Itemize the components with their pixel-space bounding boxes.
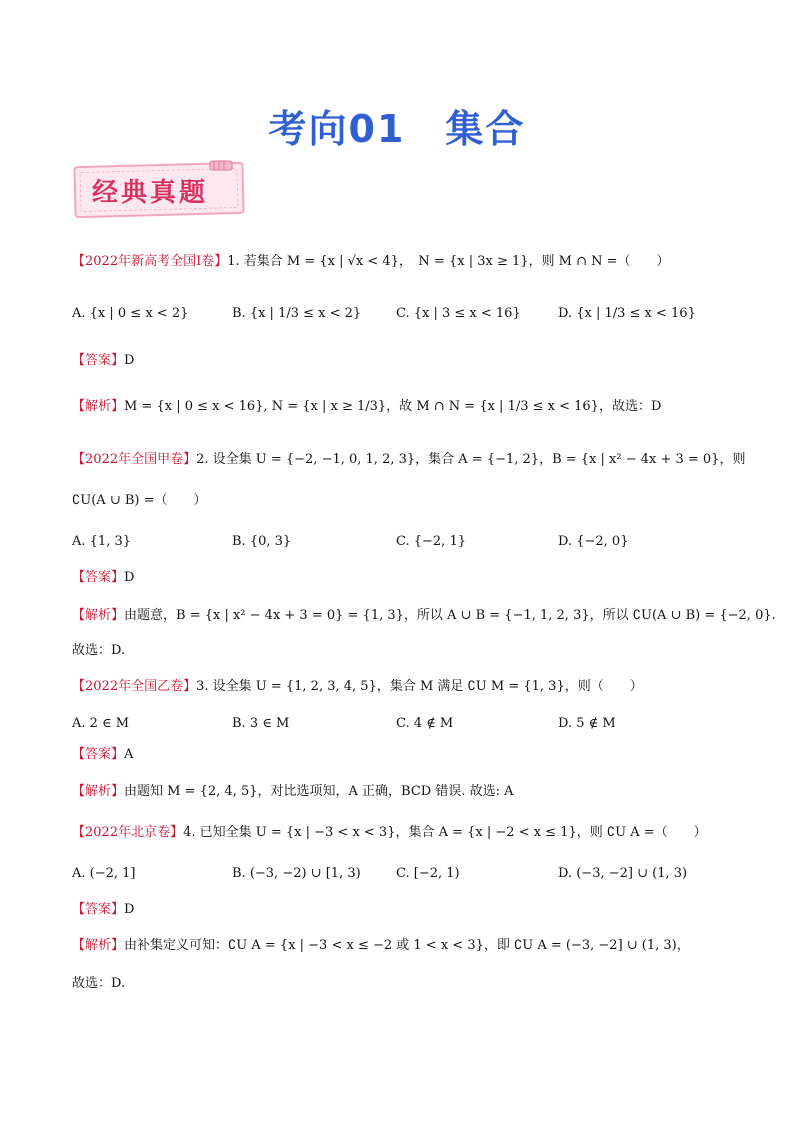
question-1-option-b: B. {x | 1/3 ≤ x < 2} [232,306,362,321]
question-4-analysis [72,936,690,956]
analysis-label: 【解析】 [72,784,125,799]
analysis-label: 【解析】 [72,399,125,414]
analysis-label: 【解析】 [72,608,125,623]
question-1-text: 1. 若集合 M = {x | √x < 4}， N = {x | 3x ≥ 1}，则 M ∩ N =（ ） [227,254,670,269]
question-3-option-c: C. 4 ∉ M [396,716,454,731]
question-1-option-a: A. {x | 0 ≤ x < 2} [72,306,189,321]
answer-value: D [124,570,135,585]
question-4-tag: 【2022年北京卷】 [72,825,184,840]
question-3-answer [72,745,133,765]
question-4-option-d: D. (−3, −2] ∪ (1, 3) [558,866,688,881]
analysis-text: 由题意，B = {x | x² − 4x + 3 = 0} = {1, 3}，所以 A ∪ B = {−1, 1, 2, 3}，所以 ∁U(A ∪ B) = {−2, 0}. [124,608,776,623]
question-4-option-a: A. (−2, 1] [72,866,136,881]
answer-label: 【答案】 [72,353,125,368]
question-2-option-c: C. {−2, 1} [396,534,466,549]
answer-label: 【答案】 [72,747,125,762]
question-1-stem [72,252,670,272]
question-2-text: 2. 设全集 U = {−2, −1, 0, 1, 2, 3}，集合 A = {−1, 2}，B = {x | x² − 4x + 3 = 0}，则 [196,452,746,467]
section-badge [70,158,250,220]
answer-value: D [124,353,135,368]
question-2-option-b: B. {0, 3} [232,534,292,549]
question-1-analysis [72,397,661,417]
analysis-label: 【解析】 [72,938,125,953]
question-3-stem [72,677,643,697]
question-1-answer [72,351,134,371]
answer-value: A [124,747,134,762]
question-4-answer [72,900,134,920]
paperclip-icon [208,158,234,176]
answer-label: 【答案】 [72,570,125,585]
analysis-text: 由题知 M = {2, 4, 5}，对比选项知，A 正确，BCD 错误. 故选: A [124,784,514,799]
question-2-stem-cont: ∁U(A ∪ B) =（ ） [72,493,207,508]
question-4-option-c: C. [−2, 1) [396,866,460,881]
page-title: 考向01 集合 [268,107,526,151]
question-2-option-a: A. {1, 3} [72,534,132,549]
question-4-analysis-cont: 故选：D. [72,976,126,991]
answer-label: 【答案】 [72,902,125,917]
question-2-answer [72,568,134,588]
question-2-tag: 【2022年全国甲卷】 [72,452,197,467]
question-3-analysis [72,782,513,802]
question-4-option-b: B. (−3, −2) ∪ [1, 3) [232,866,361,881]
question-3-tag: 【2022年全国乙卷】 [72,679,197,694]
question-1-tag: 【2022年新高考全国Ⅰ卷】 [72,254,228,269]
question-2-analysis [72,606,776,626]
question-3-text: 3. 设全集 U = {1, 2, 3, 4, 5}，集合 M 满足 ∁U M = {1, 3}，则（ ） [196,679,643,694]
analysis-text: M = {x | 0 ≤ x < 16}, N = {x | x ≥ 1/3}，故 M ∩ N = {x | 1/3 ≤ x < 16}，故选：D [124,399,662,414]
section-badge-label: 经典真题 [92,178,209,208]
answer-value: D [124,902,135,917]
question-1-option-d: D. {x | 1/3 ≤ x < 16} [558,306,696,321]
question-3-option-b: B. 3 ∈ M [232,716,290,731]
question-3-option-d: D. 5 ∉ M [558,716,616,731]
question-3-option-a: A. 2 ∈ M [72,716,130,731]
question-2-option-d: D. {−2, 0} [558,534,629,549]
question-4-text: 4. 已知全集 U = {x | −3 < x < 3}，集合 A = {x | −2 < x ≤ 1}，则 ∁U A =（ ） [183,825,707,840]
question-2-analysis-cont: 故选：D. [72,643,126,658]
question-2-stem [72,450,745,470]
question-4-stem [72,823,707,843]
analysis-text: 由补集定义可知：∁U A = {x | −3 < x ≤ −2 或 1 < x < 3}，即 ∁U A = (−3, −2] ∪ (1, 3)， [124,938,690,953]
question-1-option-c: C. {x | 3 ≤ x < 16} [396,306,521,321]
